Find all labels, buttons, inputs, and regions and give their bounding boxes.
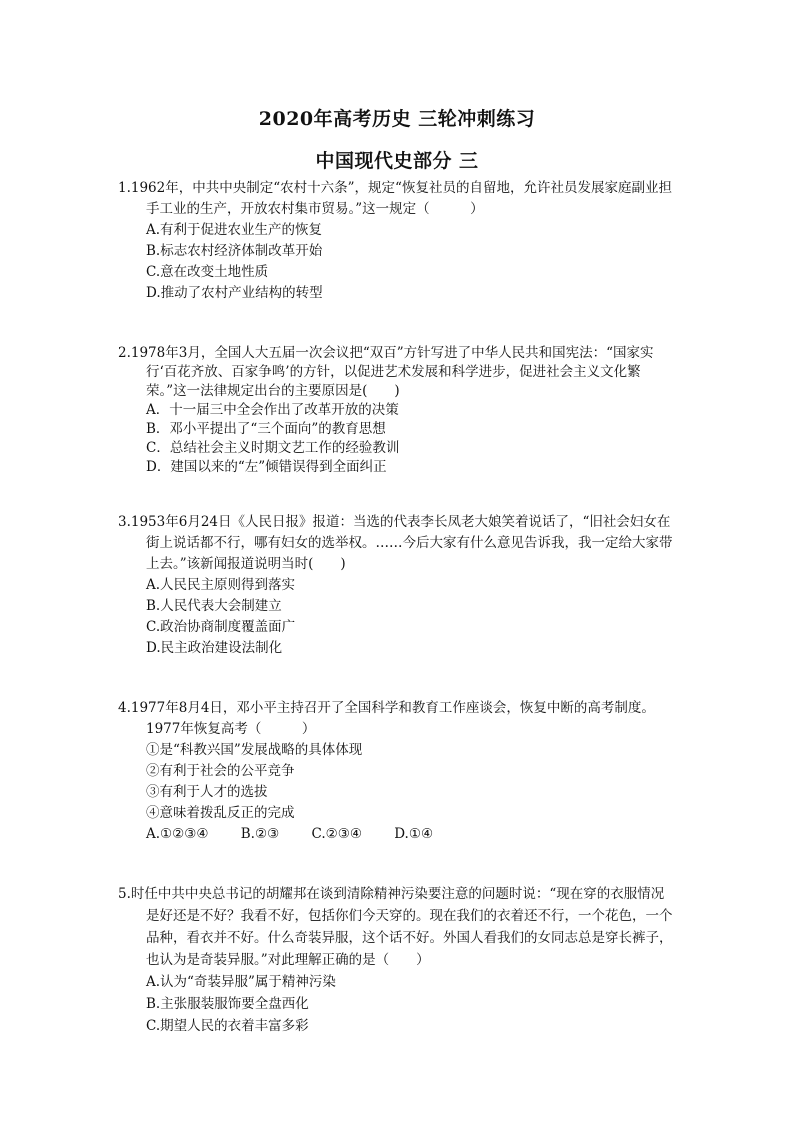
- option-c: C.②③④: [311, 826, 362, 842]
- statement-item: ③有利于人才的选拔: [146, 784, 268, 800]
- option-a: A.认为“奇装异服”属于精神污染: [146, 974, 336, 990]
- question-stem-line: 1.1962年，中共中央制定“农村十六条”，规定“恢复社员的自留地，允许社员发展家庭副业担: [118, 180, 672, 196]
- option-b: B.人民代表大会制建立: [146, 598, 282, 614]
- option-b: B.标志农村经济体制改革开始: [146, 243, 323, 259]
- option-b: B.②③: [240, 826, 280, 842]
- question-stem-line: 是好还是不好？我看不好，包括你们今天穿的。现在我们的衣着还不行，一个花色，一个: [146, 908, 673, 924]
- question-stem-line: 4.1977年8月4日，邓小平主持召开了全国科学和教育工作座谈会，恢复中断的高考制度。: [118, 700, 655, 716]
- option-d: D.①④: [394, 826, 434, 842]
- question-stem-line: 行‘百花齐放、百家争鸣’的方针，以促进艺术发展和科学进步，促进社会主义文化繁: [146, 364, 641, 380]
- question-stem-line: 2.1978年3月，全国人大五届一次会议把“双百”方针写进了中华人民共和国宪法：“国家实: [118, 345, 654, 361]
- question-1: [118, 178, 703, 304]
- option-a: A.人民民主原则得到落实: [146, 577, 296, 593]
- question-2: [118, 344, 703, 477]
- option-c: C．总结社会主义时期文艺工作的经验教训: [146, 440, 400, 456]
- option-a: A.①②③④: [146, 826, 209, 842]
- option-b: B.主张服装服饰要全盘西化: [146, 996, 309, 1012]
- question-3: [118, 512, 703, 659]
- question-stem-line: 上去。”该新闻报道说明当时( ): [146, 556, 346, 572]
- options-row: [118, 824, 703, 845]
- statement-item: ②有利于社会的公平竞争: [146, 763, 295, 779]
- question-stem-line: 荣。”这一法律规定出台的主要原因是( ): [146, 383, 400, 399]
- page-title: 2020年高考历史 三轮冲刺练习: [258, 108, 536, 130]
- option-c: C.政治协商制度覆盖面广: [146, 619, 296, 635]
- question-stem-line: 也认为是奇装异服。”对此理解正确的是（ ）: [146, 952, 430, 968]
- option-c: C.期望人民的衣着丰富多彩: [146, 1018, 309, 1034]
- question-stem-line: 1977年恢复高考（ ）: [146, 721, 316, 737]
- option-a: A．十一届三中全会作出了改革开放的决策: [146, 402, 399, 418]
- question-4: [118, 698, 703, 845]
- question-stem-line: 品种，看衣并不好。什么奇装异服，这个话不好。外国人看我们的女同志总是穿长裤子，: [146, 930, 673, 946]
- option-b: B．邓小平提出了“三个面向”的教育思想: [146, 421, 386, 437]
- question-stem-line: 手工业的生产，开放农村集市贸易。”这一规定（ ）: [146, 201, 484, 217]
- question-stem-line: 街上说话都不行，哪有妇女的选举权。……今后大家有什么意见告诉我，我一定给大家带: [146, 535, 673, 551]
- option-c: C.意在改变土地性质: [146, 264, 269, 280]
- statement-item: ①是“科教兴国”发展战略的具体体现: [146, 742, 363, 758]
- question-5: [118, 883, 703, 1037]
- option-a: A.有利于促进农业生产的恢复: [146, 222, 323, 238]
- option-d: D.推动了农村产业结构的转型: [146, 285, 323, 301]
- option-d: D．建国以来的“左”倾错误得到全面纠正: [146, 459, 387, 475]
- question-stem-line: 5.时任中共中央总书记的胡耀邦在谈到清除精神污染要注意的问题时说：“现在穿的衣服情况: [118, 886, 665, 902]
- question-stem-line: 3.1953年6月24日《人民日报》报道：当选的代表李长凤老大娘笑着说话了，“旧社会妇女在: [118, 514, 671, 530]
- option-d: D.民主政治建设法制化: [146, 640, 283, 656]
- page-subtitle: 中国现代史部分 三: [315, 150, 479, 172]
- statement-item: ④意味着拨乱反正的完成: [146, 805, 295, 821]
